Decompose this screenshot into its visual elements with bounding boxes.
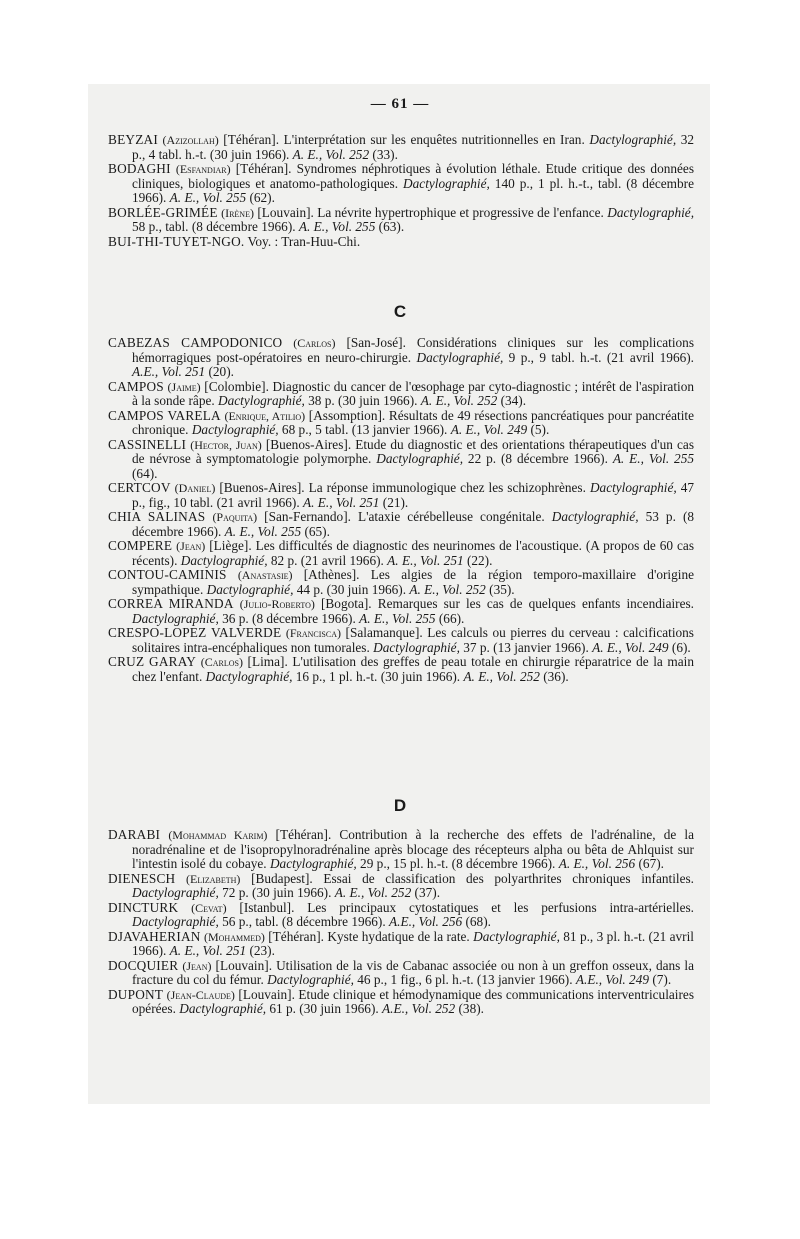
entry-title: [Athènes]. Les algies de la région temporo-maxillaire d'origine sympathique.: [132, 567, 694, 597]
dactylo-label: Dactylographié,: [218, 393, 305, 408]
dactylo-label: Dactylographié,: [589, 132, 677, 147]
bibliography-entry: [108, 438, 694, 482]
author-given-name: (Jean-Claude): [166, 987, 235, 1002]
author-given-name: (Paquita): [212, 510, 258, 524]
author-given-name: (Daniel): [174, 481, 216, 495]
entry-title: Voy. :: [247, 233, 282, 249]
entry-details: 16 p., 1 pl. h.-t. (30 juin 1966).: [292, 668, 464, 684]
bibliography-entry: [108, 235, 694, 250]
volume-reference: A. E., Vol. 252: [292, 146, 370, 162]
entry-details: 44 p. (30 juin 1966).: [293, 581, 410, 597]
entry-details: 37 p. (13 janvier 1966).: [459, 639, 593, 655]
entry-number: (38).: [455, 1001, 484, 1016]
entry-number: (36).: [539, 668, 569, 684]
entry-details: 56 p., tabl. (8 décembre 1966).: [218, 914, 390, 929]
page-number: — 61 —: [370, 96, 430, 112]
volume-reference: A. E., Vol. 255: [612, 451, 695, 466]
author-name: CONTOU-CAMINIS: [108, 567, 227, 582]
bibliography-entry: [108, 959, 694, 988]
author-name: DIENESCH: [108, 870, 176, 886]
author-given-name: (Mohammed): [203, 929, 265, 944]
volume-reference: A. E., Vol. 255: [359, 610, 436, 626]
entry-title: [Téhéran]. Contribution à la recherche des effets de l'adrénaline, de la noradrénaline et de l'isopropylnoradrénaline après blocage des récepteurs alpha ou bêta de Ahlquist sur l'intestin isolé du cobaye.: [132, 827, 695, 871]
dactylo-label: Dactylographié,: [191, 422, 279, 437]
entry-details: 47 p., fig., 10 tabl. (21 avril 1966).: [132, 480, 695, 510]
entry-details: 140 p., 1 pl. h.-t., tabl. (8 décembre 1966).: [132, 175, 694, 205]
author-name: DOCQUIER: [108, 957, 179, 973]
volume-reference: A. E., Vol. 256: [558, 856, 636, 871]
entry-title: [Louvain]. La névrite hypertrophique et progressive de l'enfance.: [253, 204, 608, 220]
dactylo-label: Dactylographié,: [551, 509, 639, 524]
dactylo-label: Dactylographié,: [205, 668, 293, 684]
dactylo-label: Dactylographié,: [179, 1001, 267, 1016]
author-name: CAMPOS VARELA: [108, 407, 221, 423]
author-name: CRUZ GARAY: [108, 654, 197, 669]
author-given-name: (Azizollah): [162, 133, 219, 147]
entry-title: [Salamanque]. Les calculs ou pierres du cerveau : calcifications solitaires intra-encéphaliques non tumorales.: [132, 625, 694, 655]
volume-reference: A. E., Vol. 251: [169, 943, 247, 958]
author-name: DUPONT: [108, 986, 164, 1002]
author-given-name: (Mohammad Karim): [168, 828, 268, 842]
entry-details: Tran-Huu-Chi.: [281, 233, 361, 249]
entry-details: 61 p. (30 juin 1966).: [266, 1001, 383, 1016]
volume-reference: A. E., Vol. 255: [224, 523, 302, 539]
section-d-entries: [108, 828, 694, 1017]
dactylo-label: Dactylographié,: [132, 914, 219, 929]
volume-reference: A. E., Vol. 251: [387, 552, 464, 568]
entry-number: (23).: [246, 943, 275, 958]
entry-title: [Téhéran]. Syndromes néphrotiques à évolution léthale. Etude critique des données cliniques, biologiques et anatomo-pathologiques.: [132, 161, 695, 191]
volume-reference: A.E., Vol. 252: [382, 1001, 456, 1016]
author-name: DARABI: [108, 827, 161, 842]
entry-number: (7).: [649, 972, 672, 987]
entry-title: [Liège]. Les difficultés de diagnostic des neurinomes de l'acoustique. (A propos de 60 cas récents).: [132, 538, 694, 568]
author-name: BUI-THI-TUYET-NGO.: [108, 233, 245, 249]
entry-number: (37).: [411, 885, 441, 900]
dactylo-label: Dactylographié,: [403, 175, 490, 191]
dactylo-label: Dactylographié,: [607, 204, 695, 220]
entry-number: (65).: [301, 523, 330, 539]
entry-number: (22).: [463, 552, 493, 568]
author-name: CRESPO-LOPEZ VALVERDE: [108, 625, 282, 640]
entry-title: [Louvain]. Etude clinique et hémodynamique des communications interventriculaires opérées.: [132, 986, 694, 1016]
volume-reference: A. E., Vol. 252: [409, 581, 486, 597]
entry-title: [Lima]. L'utilisation des greffes de peau totale en chirurgie réparatrice de la main chez l'enfant.: [132, 654, 695, 684]
dactylo-label: Dactylographié,: [269, 856, 357, 871]
author-given-name: (Francisca): [285, 626, 341, 640]
entry-number: (34).: [497, 393, 527, 408]
bibliography-entry: [108, 409, 694, 438]
entry-title: [Bogota]. Remarques sur les cas de quelques enfants incendiaires.: [314, 596, 695, 611]
entry-number: (6).: [668, 639, 691, 655]
dactylo-label: Dactylographié,: [180, 552, 268, 568]
volume-reference: A. E., Vol. 251: [302, 494, 380, 510]
volume-reference: A.E., Vol. 256: [389, 914, 463, 929]
author-name: CHIA SALINAS: [108, 509, 206, 524]
author-given-name: (Julio-Roberto): [239, 597, 315, 611]
entry-number: (33).: [369, 146, 398, 162]
entry-details: 36 p. (8 décembre 1966).: [218, 610, 360, 626]
bibliography-entry: [108, 597, 694, 626]
bibliography-entry: [108, 510, 694, 539]
author-given-name: (Carlos): [200, 655, 243, 669]
author-name: CAMPOS: [108, 378, 164, 394]
entry-number: (64).: [132, 465, 158, 481]
entry-details: 29 p., 15 pl. h.-t. (8 décembre 1966).: [356, 856, 559, 871]
entry-details: 53 p. (8 décembre 1966).: [132, 509, 695, 539]
entry-details: 58 p., tabl. (8 décembre 1966).: [132, 219, 299, 234]
entry-title: [Téhéran]. L'interprétation sur les enquêtes nutritionnelles en Iran.: [218, 132, 590, 147]
entry-title: [San-José]. Considérations cliniques sur les complications hémorragiques post-opératoires en neuro-chirurgie.: [132, 335, 695, 365]
entry-number: (68).: [462, 914, 491, 929]
author-given-name: (Esfandiar): [175, 162, 231, 176]
volume-reference: A. E., Vol. 249: [450, 422, 528, 437]
entry-number: (5).: [527, 422, 550, 437]
author-name: CORREA MIRANDA: [108, 596, 234, 611]
entry-title: [Colombie]. Diagnostic du cancer de l'œsophage par cyto-diagnostic ; intérêt de l'aspiration à la sonde râpe.: [132, 378, 694, 408]
entry-number: (62).: [246, 190, 275, 205]
bibliography-entry: [108, 901, 694, 930]
author-given-name: (Cevat): [191, 900, 227, 915]
author-name: CASSINELLI: [108, 436, 187, 452]
entry-number: (21).: [379, 494, 409, 510]
author-given-name: (Elizabeth): [186, 871, 241, 886]
bibliography-entry: [108, 828, 694, 872]
bibliography-entry: [108, 336, 694, 380]
author-name: BEYZAI: [108, 132, 158, 147]
author-name: BODAGHI: [108, 161, 171, 176]
entry-details: 22 p. (8 décembre 1966).: [463, 451, 613, 466]
section-c-entries: [108, 336, 694, 684]
volume-reference: A. E., Vol. 252: [334, 885, 412, 900]
author-given-name: (Jean): [176, 539, 206, 553]
bibliography-entry: [108, 380, 694, 409]
section-letter-d: D: [393, 796, 407, 815]
bibliography-entry: [108, 162, 694, 206]
dactylo-label: Dactylographié,: [473, 928, 560, 944]
volume-reference: A.E., Vol. 249: [575, 972, 650, 987]
author-name: DJAVAHERIAN: [108, 928, 201, 944]
volume-reference: A. E., Vol. 252: [463, 668, 540, 684]
dactylo-label: Dactylographié,: [589, 480, 677, 495]
entry-number: (63).: [375, 219, 405, 234]
volume-reference: A. E., Vol. 249: [592, 639, 669, 655]
bibliography-entry: [108, 133, 694, 162]
volume-reference: A. E., Vol. 255: [169, 190, 247, 205]
entry-number: (66).: [435, 610, 465, 626]
entry-number: (20).: [205, 364, 234, 379]
entry-details: 32 p., 4 tabl. h.-t. (30 juin 1966).: [132, 132, 695, 162]
entry-title: [Istanbul]. Les principaux cytostatiques et les perfusions intra-artérielles.: [226, 899, 694, 915]
entry-details: 82 p. (21 avril 1966).: [267, 552, 388, 568]
volume-reference: A. E., Vol. 255: [298, 219, 376, 234]
bibliography-entry: [108, 568, 694, 597]
entry-details: 68 p., 5 tabl. (13 janvier 1966).: [278, 422, 451, 437]
dactylo-label: Dactylographié,: [132, 610, 219, 626]
bibliography-entry: [108, 988, 694, 1017]
entry-title: [San-Fernando]. L'ataxie cérébelleuse congénitale.: [257, 509, 552, 524]
author-name: COMPERE: [108, 538, 173, 553]
entry-number: (67).: [635, 856, 664, 871]
dactylo-label: Dactylographié,: [376, 451, 464, 466]
entry-title: [Assomption]. Résultats de 49 résections pancréatiques pour pancréatite chronique.: [132, 407, 694, 437]
dactylo-label: Dactylographié,: [416, 349, 504, 365]
bibliography-entry: [108, 655, 694, 684]
bibliography-entry: [108, 872, 694, 901]
entry-details: 38 p. (30 juin 1966).: [304, 393, 421, 408]
entry-title: [Buenos-Aires]. La réponse immunologique chez les schizophrènes.: [215, 480, 590, 495]
author-given-name: (Carlos): [293, 336, 336, 350]
entry-details: 72 p. (30 juin 1966).: [218, 885, 335, 900]
entry-number: (35).: [485, 581, 515, 597]
volume-reference: A.E., Vol. 251: [132, 364, 206, 379]
entry-details: 9 p., 9 tabl. h.-t. (21 avril 1966).: [503, 349, 695, 365]
entry-details: 46 p., 1 fig., 6 pl. h.-t. (13 janvier 1966).: [353, 972, 576, 987]
author-name: DINCTURK: [108, 899, 179, 915]
dactylo-label: Dactylographié,: [132, 885, 219, 900]
author-name: CERTCOV: [108, 480, 171, 495]
bibliography-entry: [108, 626, 694, 655]
author-given-name: (Irène): [221, 205, 254, 220]
entry-title: [Buenos-Aires]. Etude du diagnostic et des orientations thérapeutiques d'un cas de névrose à symptomatologie polymorphe.: [132, 436, 694, 466]
author-given-name: (Jaime): [167, 379, 201, 394]
section-letter-c: C: [393, 302, 407, 321]
entry-title: [Téhéran]. Kyste hydatique de la rate.: [264, 928, 474, 944]
author-given-name: (Jean): [182, 958, 212, 973]
author-name: BORLÉE-GRIMÉE: [108, 204, 218, 220]
section-b-entries: [108, 133, 694, 249]
author-given-name: (Enrique, Atilio): [224, 408, 306, 423]
dactylo-label: Dactylographié,: [373, 639, 460, 655]
author-given-name: (Anastasie): [237, 568, 293, 582]
entry-title: [Budapest]. Essai de classification des polyarthrites chroniques infantiles.: [240, 870, 695, 886]
bibliography-entry: [108, 539, 694, 568]
author-name: CABEZAS CAMPODONICO: [108, 335, 283, 350]
bibliography-entry: [108, 930, 694, 959]
entry-title: [Louvain]. Utilisation de la vis de Cabanac associée ou non à un greffon osseux, dans la fracture du col du fémur.: [132, 957, 695, 987]
volume-reference: A. E., Vol. 252: [420, 393, 498, 408]
dactylo-label: Dactylographié,: [267, 972, 354, 987]
dactylo-label: Dactylographié,: [206, 581, 294, 597]
entry-details: 81 p., 3 pl. h.-t. (21 avril 1966).: [132, 928, 694, 958]
author-given-name: (Hector, Juan): [190, 437, 262, 452]
bibliography-entry: [108, 481, 694, 510]
bibliography-entry: [108, 206, 694, 235]
